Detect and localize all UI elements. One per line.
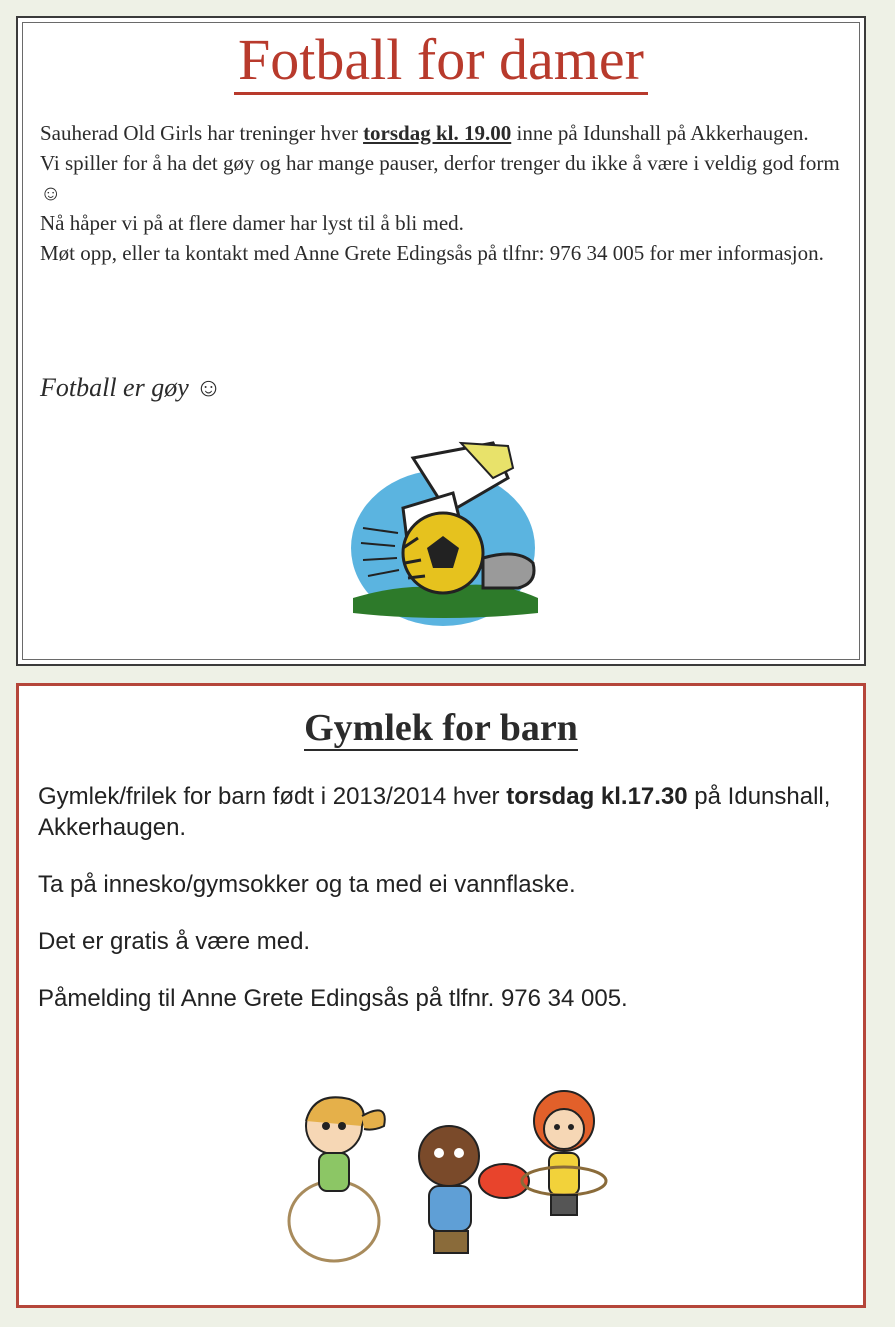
gymlek-paragraph-3: Det er gratis å være med. (38, 928, 311, 955)
fotball-paragraph-2: Vi spiller for å ha det gøy og har mange pauser, derfor trenger du ikke å være i veldig god form ☺ (40, 151, 840, 205)
fotball-paragraph-4: Møt opp, eller ta kontakt med Anne Grete Edingsås på tlfnr: 976 34 005 for mer informasjon. (40, 241, 824, 265)
children-playing-icon (274, 1081, 614, 1266)
gymlek-body (38, 781, 848, 1040)
fotball-slogan: Fotball er gøy ☺ (40, 373, 222, 402)
gymlek-paragraph-1: Gymlek/frilek for barn født i 2013/2014 hver torsdag kl.17.30 på Idunshall, Akkerhaugen. (38, 783, 831, 841)
gym-time: torsdag kl.17.30 (506, 783, 688, 810)
gymlek-paragraph-4: Påmelding til Anne Grete Edingsås på tlfnr. 976 34 005. (38, 985, 628, 1012)
gymlek-paragraph-2: Ta på innesko/gymsokker og ta med ei vannflaske. (38, 871, 576, 898)
fotball-paragraph-3: Nå håper vi på at flere damer har lyst til å bli med. (40, 211, 464, 235)
gymlek-title: Gymlek for barn (304, 707, 578, 749)
training-time: torsdag kl. 19.00 (363, 121, 512, 145)
soccer-kick-icon (343, 438, 543, 628)
fotball-paragraph-1: Sauherad Old Girls har treninger hver torsdag kl. 19.00 inne på Idunshall på Akkerhaugen. (40, 121, 809, 145)
fotball-notice (16, 16, 866, 666)
fotball-body (40, 118, 840, 268)
gymlek-notice (16, 683, 866, 1308)
fotball-title: Fotball for damer (18, 28, 864, 92)
